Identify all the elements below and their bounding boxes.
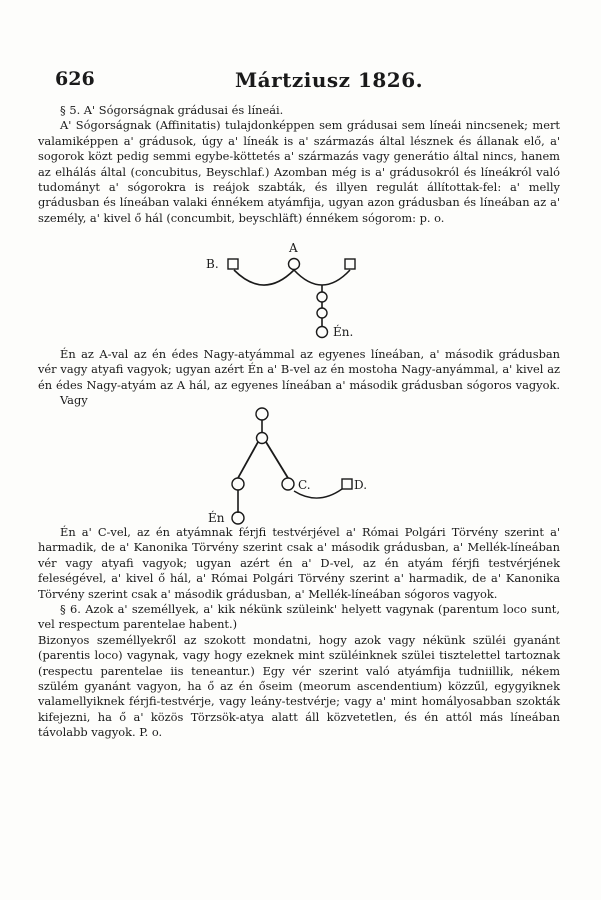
label-c: C. <box>298 478 311 492</box>
paragraph: A' Sógorságnak (Affinitatis) tulajdonképpen sem grádusai sem líneái nincsenek; mert valamiképpen a' grádusok, úgy a' líneák is a' származás által lésznek és állanak elő, a' sogorok közt pedig semmi egybe-köttetés a' származás vagy generátio által nincs, hanem az elhálás által (concubitus, Beyschlaf.) Azomban még is a' grádusokról és líneákról való tudományt a' sógorokra is reájok szabták, és illyen regulát állítottak-fel: a' melly grádusban és líneában valaki énnékem atyámfija, ugyan azon grádusban és líneában az a' személy, a' kivel ő hál (concumbit, beyschläft) énnékem sógorom: p. o. <box>38 118 560 225</box>
label-en: Én. <box>333 325 354 339</box>
paragraph: Én a' C-vel, az én atyámnak férjfi testvérjével a' Római Polgári Törvény szerint a' harmadik, de a' Kanonika Törvény szerint csak a' második grádusban, a' Mellék-líneában vér vagy atyafi vagyok; ugyan azért én a' D-vel, az én atyám férjfi testvérjének feleségével, a' kivel ő hál, a' Római Polgári Törvény szerint a' harmadik, de a' Kanonika Törvény szerint csak a' második grádusban, a' Mellék-líneában sógoros vagyok. <box>38 525 560 601</box>
trailing-word: Vagy <box>60 393 88 408</box>
label-en: Én <box>208 511 225 525</box>
section-6-heading: § 6. Azok a' személlyek, a' kik nékünk szüleink' helyett vagynak (parentum loco sunt, vel respectum parentelae habent.) <box>38 602 560 632</box>
section-heading: § 5. A' Sógorságnak grádusai és líneái. <box>60 103 284 117</box>
page-number: 626 <box>55 68 95 90</box>
paragraph: Én az A-val az én édes Nagy-atyámmal az egyenes líneában, a' második grádusban vér vagy atyafi vagyok; ugyan azért Én a' B-vel az én mostoha Nagy-anyámmal, a' kivel az én édes Nagy-atyám az A hál, az egyenes líneában a' második grádusban sógoros vagyok. Vagy <box>38 347 560 408</box>
grandfather-circle <box>257 433 268 444</box>
paragraph: Bizonyos személlyekről az szokott mondatni, hogy azok vagy nékünk szüléi gyanánt (parentis loco) vagynak, vagy hogy ezeknek mint szüléinknek szülei tisztelettel tartoznak (respectu parentelae iis teneantur.) Egy vér szerint való atyámfija tudniillik, nékem szülém gyanánt vagyon, ha ő az én őseim (meorum ascendentium) közzűl, egygyiknek valamellyiknek férjfi-testvérje, vagy leány-testvérje; vagy a' mint homályosabban szokták kifejezni, ha ő a' közös Törzsök-atya alatt áll közvetetlen, és én attól más líneában távolabb vagyok. P. o. <box>38 632 560 740</box>
page-title: Mártziusz 1826. <box>235 68 424 92</box>
en-circle <box>232 512 244 524</box>
label-b: B. <box>206 257 219 271</box>
person-d-square <box>342 479 352 489</box>
branch-left <box>238 442 258 478</box>
branch-right <box>266 442 288 478</box>
ancestor-circle <box>256 408 268 420</box>
father-circle <box>232 478 244 490</box>
label-d: D. <box>354 478 368 492</box>
label-a: A <box>289 241 298 255</box>
paragraph-block-3 <box>38 525 560 741</box>
person-c-circle <box>282 478 294 490</box>
